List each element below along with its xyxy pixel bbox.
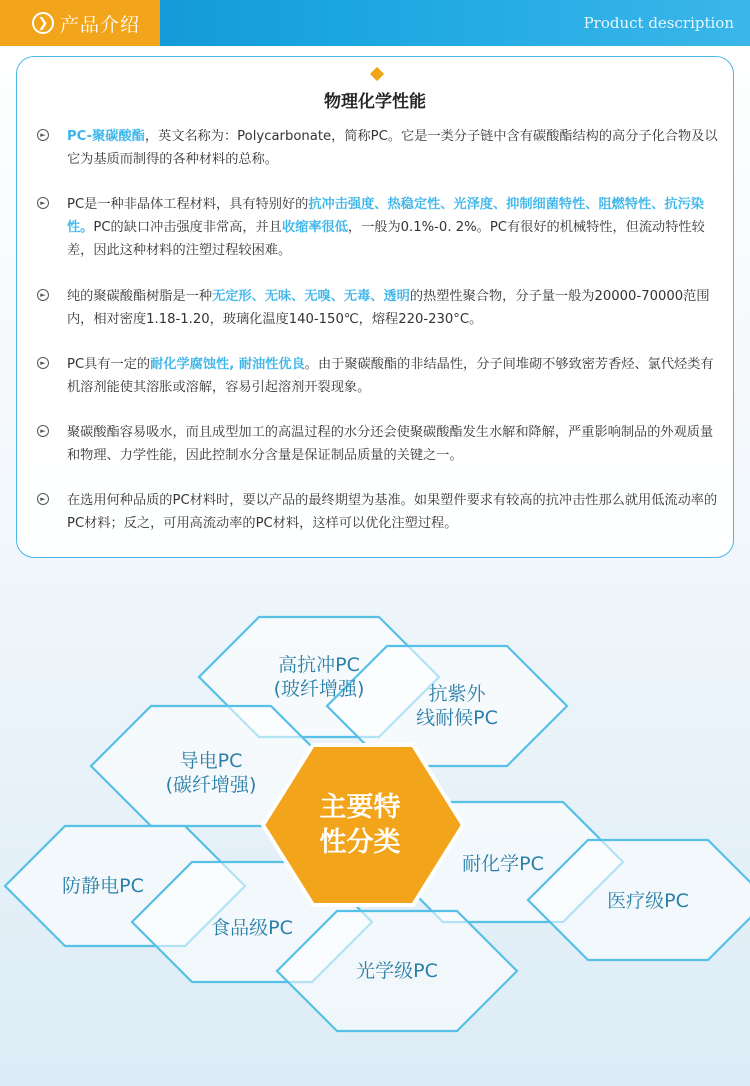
body-text: PC是一种非晶体工程材料，具有特别好的 xyxy=(67,197,309,212)
header-bar xyxy=(0,0,750,46)
properties-card xyxy=(16,56,734,558)
hex-label-line: 医疗级PC xyxy=(607,890,689,912)
paragraph xyxy=(31,125,721,171)
bullet-icon: ► xyxy=(37,493,49,505)
card-title: 物理化学性能 xyxy=(324,92,426,112)
body-text: 的热塑性聚合物，分子量一般为20000-70000范围内，相对密度1.18-1.20，玻璃化温度140-150℃，熔程220-230°C。 xyxy=(67,289,710,327)
hex-label-line: 抗紫外 xyxy=(428,683,486,705)
body-text: 纯的聚碳酸酯树脂是一种 xyxy=(67,289,213,304)
highlight-text: 耐化学腐蚀性, 耐油性优良 xyxy=(150,357,305,372)
highlight-text: 抗冲击强度、热稳定性、光泽度、抑制细菌特性、阻燃特性、抗污染性。 xyxy=(67,197,704,235)
paragraph-text xyxy=(67,193,721,262)
section-tab xyxy=(0,0,160,46)
hexagon-diagram xyxy=(0,560,750,1086)
hex-label-line: (玻纤增强) xyxy=(273,678,365,700)
paragraph xyxy=(31,489,721,535)
bullet-icon: ► xyxy=(37,425,49,437)
paragraph xyxy=(31,193,721,262)
hex-label-line: 性分类 xyxy=(319,827,401,858)
hex-label-line: 主要特 xyxy=(319,792,401,823)
highlight-text: PC-聚碳酸酯 xyxy=(67,129,145,144)
paragraph-text xyxy=(67,353,721,399)
hex-medical-label xyxy=(568,889,728,913)
highlight-text: 收缩率很低 xyxy=(281,220,348,235)
hex-label-line: 防静电PC xyxy=(62,875,144,897)
paragraph-text xyxy=(67,285,721,331)
section-title: 产品介绍 xyxy=(60,13,141,36)
body-text: ，英文名称为：Polycarbonate，简称PC。它是一类分子链中含有碳酸酯结构的高分子化合物及以它为基质而制得的各种材料的总称。 xyxy=(67,129,718,167)
hex-chemical-label xyxy=(423,852,583,876)
hex-high-impact-label xyxy=(239,653,399,701)
bullet-icon: ► xyxy=(37,357,49,369)
paragraph xyxy=(31,285,721,331)
paragraph xyxy=(31,421,721,467)
diamond-icon xyxy=(370,67,384,81)
hex-label-line: 高抗冲PC xyxy=(278,654,360,676)
body-text: ，一般为0.1%-0. 2%。PC有很好的机械特性，但流动特性较差，因此这种材料的注塑过程较困难。 xyxy=(67,220,705,258)
hex-label-line: 线耐候PC xyxy=(416,707,498,729)
hex-label-line: 食品级PC xyxy=(211,917,293,939)
chevron-right-icon: ❯ xyxy=(32,12,54,34)
section-description: Product description xyxy=(583,14,734,32)
hex-antistatic-label xyxy=(23,874,183,898)
hex-label-line: (碳纤增强) xyxy=(165,774,257,796)
body-text: 聚碳酸酯容易吸水，而且成型加工的高温过程的水分还会使聚碳酸酯发生水解和降解，严重影响制品的外观质量和物理、力学性能，因此控制水分含量是保证制品质量的关键之一。 xyxy=(67,425,714,463)
hex-food-label xyxy=(172,916,332,940)
hex-optical-label xyxy=(317,959,477,983)
hex-label-line: 导电PC xyxy=(179,750,243,772)
bullet-icon: ► xyxy=(37,197,49,209)
paragraph-text xyxy=(67,125,721,171)
hex-uv-label xyxy=(377,682,537,730)
body-text: PC具有一定的 xyxy=(67,357,151,372)
hex-label-line: 光学级PC xyxy=(356,960,438,982)
highlight-text: 无定形、无味、无嗅、无毒、透明 xyxy=(212,289,410,304)
hex-conductive-label xyxy=(131,749,291,797)
body-text: 。由于聚碳酸酯的非结晶性，分子间堆砌不够致密芳香烃、氯代烃类有机溶剂能使其溶胀或溶解，容易引起溶剂开裂现象。 xyxy=(67,357,714,395)
paragraph-text xyxy=(67,421,721,467)
paragraph xyxy=(31,353,721,399)
bullet-icon: ► xyxy=(37,129,49,141)
hex-label-line: 耐化学PC xyxy=(462,853,544,875)
hex-center-label xyxy=(290,790,430,860)
body-text: 在选用何种品质的PC材料时，要以产品的最终期望为基准。如果塑件要求有较高的抗冲击性那么就用低流动率的PC材料；反之，可用高流动率的PC材料，这样可以优化注塑过程。 xyxy=(67,493,718,531)
body-text: PC的缺口冲击强度非常高，并且 xyxy=(93,220,282,235)
bullet-icon: ► xyxy=(37,289,49,301)
paragraph-text xyxy=(67,489,721,535)
